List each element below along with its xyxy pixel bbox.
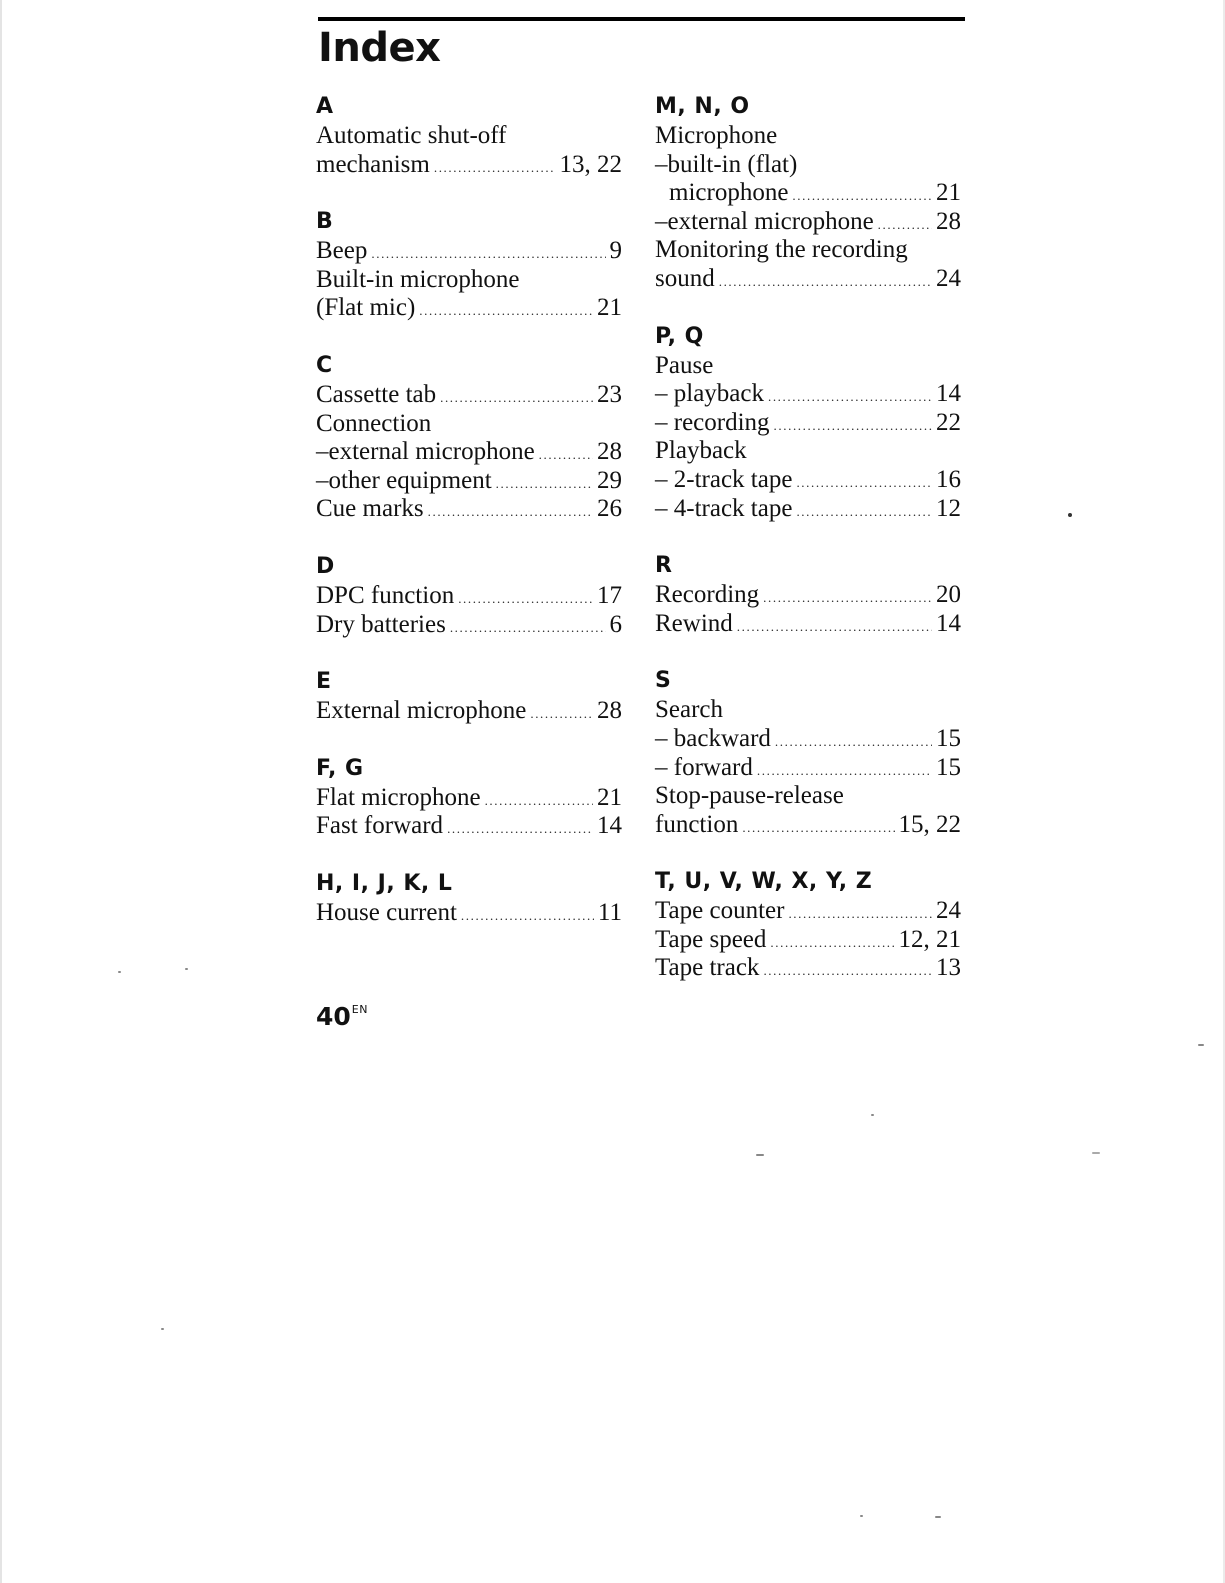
dot-leader <box>530 700 593 729</box>
section-letter: H, I, J, K, L <box>316 870 453 896</box>
entry-page: 24 <box>936 897 961 925</box>
index-entry <box>316 237 622 266</box>
entry-page: 14 <box>936 609 961 637</box>
entry-page: 26 <box>597 495 622 523</box>
index-entry <box>655 811 961 840</box>
entry-page: 29 <box>597 466 622 494</box>
section-letter: E <box>316 669 332 695</box>
entry-page: 21 <box>597 783 622 811</box>
dot-leader <box>496 470 593 499</box>
index-entry <box>655 954 961 983</box>
index-entry <box>655 782 961 811</box>
section-letter: D <box>316 553 335 579</box>
index-section <box>316 869 622 928</box>
dot-leader <box>539 441 593 470</box>
scan-speck <box>1198 1044 1204 1046</box>
index-section <box>316 754 622 841</box>
index-entry <box>316 467 622 496</box>
index-entry <box>655 466 961 495</box>
entry-term: mechanism <box>316 150 430 178</box>
scan-speck <box>1068 513 1072 517</box>
entry-page: 28 <box>597 438 622 466</box>
entry-term: Microphone <box>655 122 778 149</box>
dot-leader <box>788 900 932 929</box>
index-section <box>316 552 622 639</box>
entry-term: Tape speed <box>655 925 767 953</box>
entry-page: 21 <box>597 294 622 322</box>
entry-page: 15 <box>936 724 961 752</box>
scan-speck <box>935 1516 941 1518</box>
scan-speck <box>1092 1152 1100 1154</box>
entry-term: Rewind <box>655 609 733 637</box>
dot-leader <box>737 613 932 642</box>
entry-term: – 4-track tape <box>655 494 793 522</box>
index-section <box>655 867 961 983</box>
entry-term: Monitoring the recording <box>655 236 908 264</box>
index-entry <box>655 610 961 639</box>
index-entry <box>655 380 961 409</box>
section-letter: P, Q <box>655 323 704 349</box>
entry-term: Recording <box>655 581 760 609</box>
scan-speck <box>161 1328 164 1330</box>
dot-leader <box>434 154 556 183</box>
dot-leader <box>371 240 605 269</box>
section-letter: B <box>316 209 334 235</box>
entry-page: 20 <box>936 581 961 609</box>
index-entry <box>655 208 961 237</box>
index-entry <box>316 122 622 151</box>
title-rule <box>318 17 965 21</box>
entry-term: function <box>655 810 739 838</box>
entry-page: 28 <box>597 697 622 725</box>
dot-leader <box>428 498 593 527</box>
entry-term: Cue marks <box>316 495 424 523</box>
section-letter: M, N, O <box>655 94 750 119</box>
index-entry <box>316 899 622 928</box>
dot-leader <box>878 211 932 240</box>
page-number-value: 40 <box>316 1002 351 1031</box>
index-entry <box>655 437 961 466</box>
index-entry <box>655 897 961 926</box>
entry-page: 14 <box>597 812 622 840</box>
dot-leader <box>796 498 932 527</box>
entry-page: 12, 21 <box>898 925 961 953</box>
section-letter: R <box>655 553 673 579</box>
entry-term: Beep <box>316 237 368 265</box>
index-entry <box>655 581 961 610</box>
entry-term: –external microphone <box>316 438 535 466</box>
entry-page: 15, 22 <box>898 810 961 838</box>
dot-leader <box>458 585 593 614</box>
entry-term: – playback <box>655 380 764 408</box>
entry-term: –other equipment <box>316 466 492 494</box>
section-letter: F, G <box>316 755 364 781</box>
dot-leader <box>796 469 932 498</box>
entry-page: 6 <box>609 610 622 638</box>
entry-page: 16 <box>936 465 961 493</box>
index-entry <box>655 179 961 208</box>
entry-term: Flat microphone <box>316 783 481 811</box>
entry-term: Dry batteries <box>316 610 446 638</box>
index-entry <box>655 495 961 524</box>
dot-leader <box>763 957 932 986</box>
index-entry <box>655 236 961 265</box>
dot-leader <box>485 787 593 816</box>
dot-leader <box>774 412 932 441</box>
dot-leader <box>742 814 894 843</box>
entry-term: Automatic shut-off <box>316 122 507 149</box>
entry-page: 21 <box>936 179 961 207</box>
dot-leader <box>792 182 932 211</box>
entry-term: (Flat mic) <box>316 294 416 322</box>
page-number-suffix: EN <box>351 1003 368 1016</box>
entry-term: External microphone <box>316 697 527 725</box>
entry-term: –built-in (flat) <box>655 150 798 178</box>
entry-page: 22 <box>936 408 961 436</box>
index-entry <box>655 696 961 725</box>
entry-term: DPC function <box>316 581 455 609</box>
section-letter: T, U, V, W, X, Y, Z <box>655 869 873 895</box>
entry-page: 14 <box>936 380 961 408</box>
dot-leader <box>419 297 593 326</box>
index-section <box>655 92 961 294</box>
index-entry <box>316 381 622 410</box>
entry-page: 13 <box>936 954 961 982</box>
section-letter: C <box>316 352 333 378</box>
index-entry <box>655 151 961 180</box>
entry-page: 23 <box>597 380 622 408</box>
dot-leader <box>775 728 932 757</box>
index-entry <box>316 294 622 323</box>
entry-term: Search <box>655 696 724 724</box>
entry-term: microphone <box>669 179 789 207</box>
index-entry <box>655 926 961 955</box>
index-entry <box>655 352 961 381</box>
index-section <box>655 551 961 638</box>
entry-term: – 2-track tape <box>655 465 793 493</box>
entry-page: 11 <box>597 898 622 926</box>
index-entry <box>316 697 622 726</box>
entry-term: Pause <box>655 351 714 379</box>
entry-page: 15 <box>936 753 961 781</box>
entry-page: 24 <box>936 264 961 292</box>
index-entry <box>316 438 622 467</box>
index-entry <box>316 582 622 611</box>
dot-leader <box>447 815 593 844</box>
entry-term: House current <box>316 898 457 926</box>
index-entry <box>316 495 622 524</box>
index-column-right <box>655 92 961 1011</box>
dot-leader <box>770 929 894 958</box>
entry-term: Built-in microphone <box>316 265 520 293</box>
index-entry <box>316 151 622 180</box>
entry-term: Playback <box>655 437 747 465</box>
index-section <box>316 351 622 524</box>
index-entry <box>316 611 622 640</box>
scan-speck <box>860 1515 863 1517</box>
index-entry <box>316 266 622 295</box>
scan-speck <box>185 968 188 970</box>
index-section <box>316 207 622 323</box>
entry-term: Tape track <box>655 954 760 982</box>
index-entry <box>655 754 961 783</box>
scan-speck <box>118 971 121 973</box>
scan-speck <box>756 1154 764 1156</box>
entry-page: 9 <box>609 237 622 265</box>
entry-term: – backward <box>655 724 771 752</box>
index-entry <box>655 122 961 151</box>
index-entry <box>655 725 961 754</box>
index-entry <box>655 409 961 438</box>
entry-page: 12 <box>936 494 961 522</box>
index-entry <box>316 784 622 813</box>
index-entry <box>316 410 622 439</box>
index-section <box>316 92 622 179</box>
scan-speck <box>871 1114 874 1116</box>
page-number <box>316 994 368 1033</box>
entry-term: Tape counter <box>655 897 785 925</box>
index-column-left <box>316 92 622 956</box>
entry-term: Stop-pause-release <box>655 782 844 810</box>
entry-term: sound <box>655 264 715 292</box>
entry-page: 17 <box>597 581 622 609</box>
dot-leader <box>450 614 606 643</box>
entry-page: 28 <box>936 207 961 235</box>
entry-term: Cassette tab <box>316 380 437 408</box>
dot-leader <box>763 584 932 613</box>
dot-leader <box>440 384 593 413</box>
page-title: Index <box>318 25 441 71</box>
entry-term: Fast forward <box>316 812 444 840</box>
index-section <box>655 322 961 524</box>
index-section <box>316 667 622 726</box>
entry-term: –external microphone <box>655 207 874 235</box>
dot-leader <box>757 757 932 786</box>
section-letter: S <box>655 668 672 694</box>
section-letter: A <box>316 94 334 119</box>
dot-leader <box>719 268 932 297</box>
index-entry <box>316 812 622 841</box>
entry-term: – forward <box>655 753 753 781</box>
entry-page: 13, 22 <box>559 150 622 178</box>
entry-term: Connection <box>316 409 432 437</box>
index-entry <box>655 265 961 294</box>
dot-leader <box>768 383 932 412</box>
index-section <box>655 666 961 839</box>
scan-edge-left <box>0 0 2 1583</box>
dot-leader <box>461 902 594 931</box>
entry-term: – recording <box>655 408 770 436</box>
